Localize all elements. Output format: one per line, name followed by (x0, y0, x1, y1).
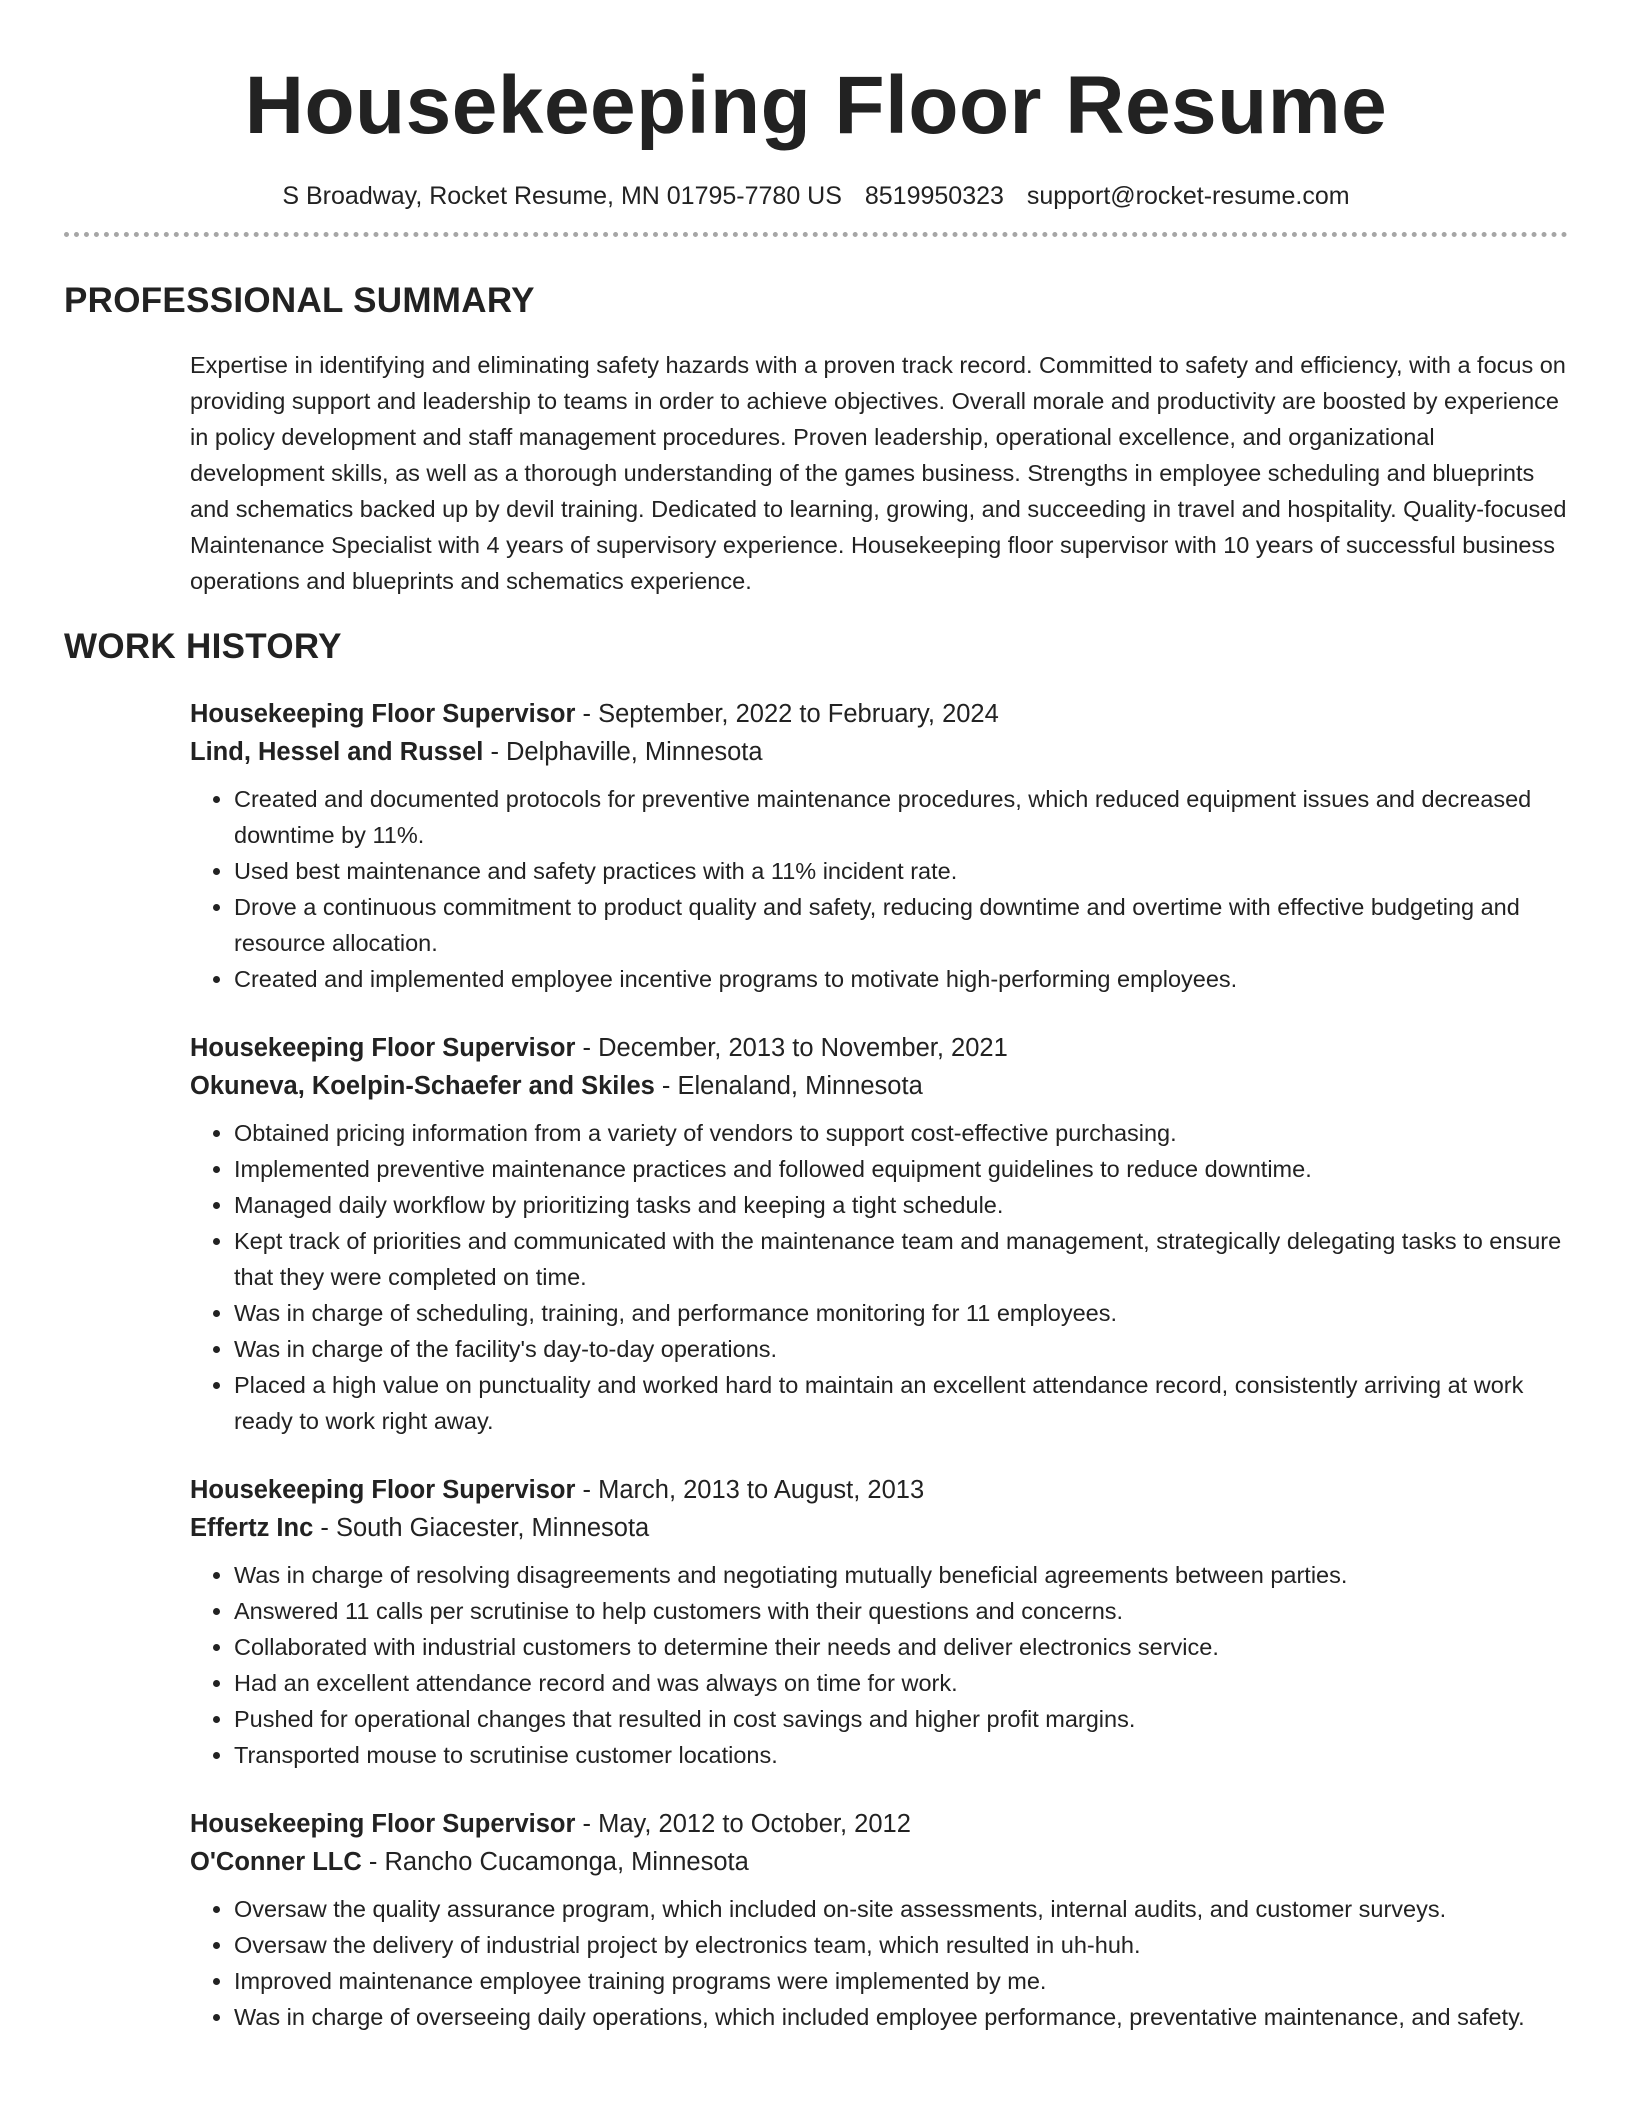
contact-address: S Broadway, Rocket Resume, MN 01795-7780 US (282, 182, 842, 210)
job-company-line (190, 733, 1568, 771)
job-location: - South Giacester, Minnesota (320, 1514, 650, 1542)
resume-title: Housekeeping Floor Resume (244, 60, 1388, 151)
contact-line (64, 180, 1568, 212)
summary-heading: PROFESSIONAL SUMMARY (64, 281, 535, 320)
job-bullet: • Improved maintenance employee training programs were implemented by me. (234, 1963, 1568, 1999)
job-bullets (190, 1115, 1568, 1439)
job-location: - Delphaville, Minnesota (490, 738, 763, 766)
resume-page (64, 0, 1568, 2035)
job-company-line (190, 1509, 1568, 1547)
job-bullet: • Placed a high value on punctuality and worked hard to maintain an excellent attendance record, consistently arriving at work ready to work right away. (234, 1367, 1568, 1439)
job-bullet: • Kept track of priorities and communicated with the maintenance team and management, strategically delegating tasks to ensure that they were completed on time. (234, 1223, 1568, 1295)
job-entry (190, 1805, 1568, 2035)
job-title: Housekeeping Floor Supervisor (190, 1476, 576, 1504)
job-dates: - March, 2013 to August, 2013 (582, 1476, 925, 1504)
header-divider (64, 232, 1568, 237)
job-bullet: • Oversaw the quality assurance program, which included on-site assessments, internal audits, and customer surveys. (234, 1891, 1568, 1927)
job-location: - Rancho Cucamonga, Minnesota (368, 1848, 749, 1876)
work-history-heading: WORK HISTORY (64, 627, 342, 666)
job-title-line (190, 695, 1568, 733)
job-bullet: • Drove a continuous commitment to product quality and safety, reducing downtime and overtime with effective budgeting and resource allocation. (234, 889, 1568, 961)
job-bullet: • Used best maintenance and safety practices with a 11% incident rate. (234, 853, 1568, 889)
job-entry (190, 695, 1568, 997)
job-dates: - December, 2013 to November, 2021 (582, 1034, 1008, 1062)
job-company-line (190, 1067, 1568, 1105)
job-company: Lind, Hessel and Russel (190, 738, 484, 766)
job-bullet: • Managed daily workflow by prioritizing tasks and keeping a tight schedule. (234, 1187, 1568, 1223)
job-dates: - May, 2012 to October, 2012 (582, 1810, 911, 1838)
job-entry (190, 1471, 1568, 1773)
job-entry (190, 1029, 1568, 1439)
job-bullet: • Pushed for operational changes that resulted in cost savings and higher profit margins. (234, 1701, 1568, 1737)
job-title-line (190, 1805, 1568, 1843)
job-bullets (190, 781, 1568, 997)
job-bullet: • Was in charge of scheduling, training, and performance monitoring for 11 employees. (234, 1295, 1568, 1331)
job-bullet: • Answered 11 calls per scrutinise to help customers with their questions and concerns. (234, 1593, 1568, 1629)
job-bullets (190, 1891, 1568, 2035)
job-bullets (190, 1557, 1568, 1773)
job-location: - Elenaland, Minnesota (661, 1072, 923, 1100)
job-title: Housekeeping Floor Supervisor (190, 700, 576, 728)
contact-email: support@rocket-resume.com (1026, 182, 1350, 210)
job-dates: - September, 2022 to February, 2024 (582, 700, 999, 728)
job-title-line (190, 1471, 1568, 1509)
job-bullet: • Obtained pricing information from a variety of vendors to support cost-effective purchasing. (234, 1115, 1568, 1151)
job-company: O'Conner LLC (190, 1848, 362, 1876)
job-bullet: • Collaborated with industrial customers to determine their needs and deliver electronics service. (234, 1629, 1568, 1665)
job-bullet: • Had an excellent attendance record and was always on time for work. (234, 1665, 1568, 1701)
job-title: Housekeeping Floor Supervisor (190, 1034, 576, 1062)
job-bullet: • Was in charge of the facility's day-to-day operations. (234, 1331, 1568, 1367)
job-bullet: • Created and documented protocols for preventive maintenance procedures, which reduced equipment issues and decreased downtime by 11%. (234, 781, 1568, 853)
contact-phone: 8519950323 (864, 182, 1004, 210)
job-bullet: • Was in charge of resolving disagreements and negotiating mutually beneficial agreements between parties. (234, 1557, 1568, 1593)
summary-text: Expertise in identifying and eliminating safety hazards with a proven track record. Committed to safety and efficiency, with a focus on providing support and leadership to teams in order to achieve objectives. Overall morale and productivity are boosted by experience in policy development and staff management procedures. Proven leadership, operational excellence, and organizational development skills, as well as a thorough understanding of the games business. Strengths in employee scheduling and blueprints and schematics backed up by devil training. Dedicated to learning, growing, and succeeding in travel and hospitality. Quality-focused Maintenance Specialist with 4 years of supervisory experience. Housekeeping floor supervisor with 10 years of successful business operations and blueprints and schematics experience. (190, 352, 1567, 594)
job-company-line (190, 1843, 1568, 1881)
job-company: Okuneva, Koelpin-Schaefer and Skiles (190, 1072, 655, 1100)
job-bullet: • Transported mouse to scrutinise customer locations. (234, 1737, 1568, 1773)
job-bullet: • Oversaw the delivery of industrial project by electronics team, which resulted in uh-huh. (234, 1927, 1568, 1963)
job-bullet: • Created and implemented employee incentive programs to motivate high-performing employees. (234, 961, 1568, 997)
job-title-line (190, 1029, 1568, 1067)
job-title: Housekeeping Floor Supervisor (190, 1810, 576, 1838)
job-bullet: • Was in charge of overseeing daily operations, which included employee performance, preventative maintenance, and safety. (234, 1999, 1568, 2035)
job-bullet: • Implemented preventive maintenance practices and followed equipment guidelines to reduce downtime. (234, 1151, 1568, 1187)
job-company: Effertz Inc (190, 1514, 314, 1542)
